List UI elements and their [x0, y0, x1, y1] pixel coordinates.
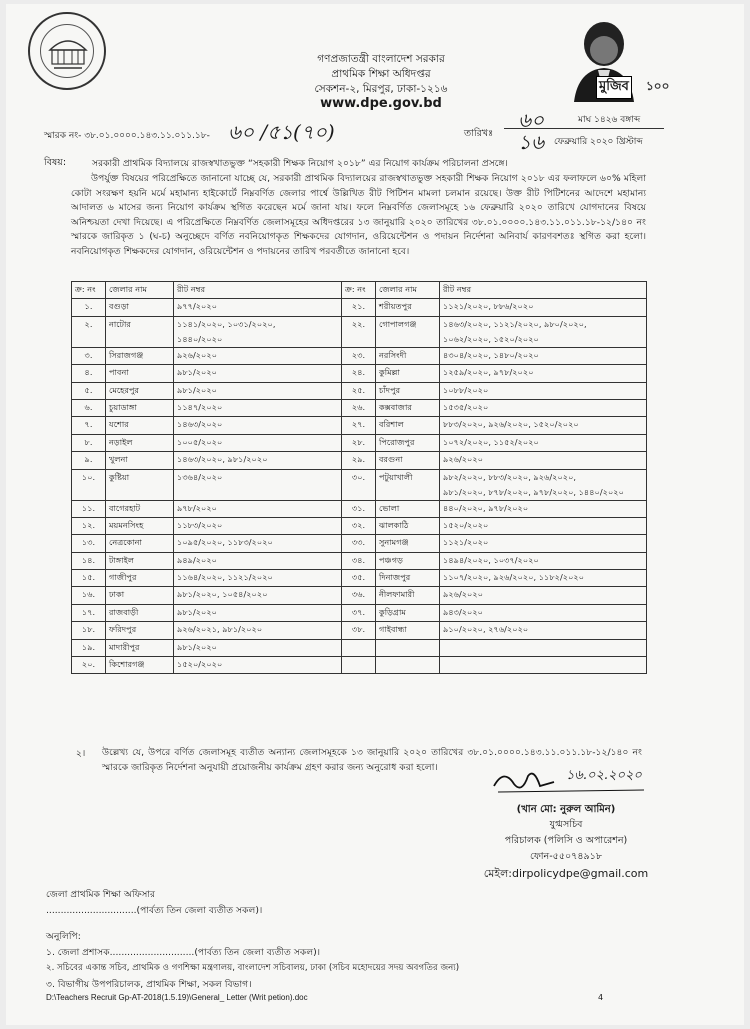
row-writ: [174, 399, 342, 416]
row-serial-text: ৩৮.: [351, 624, 366, 635]
header-office: প্রাথমিক শিক্ষা অধিদপ্তর: [331, 68, 431, 80]
row-serial-text: ১৮.: [81, 624, 96, 635]
row-serial-text: ২০.: [81, 659, 96, 670]
row-writ-text: ৯৮১/২০২০, ১০৫৪/২০২০: [177, 589, 268, 600]
row-serial-text: ৩৭.: [351, 606, 366, 617]
table-row: [72, 657, 647, 674]
row-writ-text: ৯৪৯/২০২০: [177, 554, 217, 565]
row-serial: [72, 434, 106, 451]
row-writ-text: ৯২৬/২০২১, ৯৮১/২০২০: [177, 624, 263, 635]
row-writ: [174, 517, 342, 534]
row-writ: [174, 657, 342, 674]
mujib-logo-text: মুজিব: [596, 76, 632, 99]
row-writ: [174, 587, 342, 604]
row-serial: [342, 622, 376, 639]
row-serial-text: ৯.: [84, 454, 93, 465]
row-district: [106, 622, 174, 639]
row-writ: [440, 535, 647, 552]
row-district-text: কুড়িগ্রাম: [379, 606, 406, 617]
row-district-text: ঝালকাঠি: [379, 519, 409, 530]
signature-date: ১৬.০২.২০২০: [566, 768, 642, 783]
row-district-text: সুনামগঞ্জ: [379, 537, 409, 548]
row-serial: [72, 299, 106, 316]
table-row: [72, 517, 647, 534]
row-serial: [72, 382, 106, 399]
row-writ-text: ৮৮৩/২০২০, ৯২৬/২০২০, ১৫২০/২০২০: [443, 419, 579, 430]
row-writ: [174, 639, 342, 656]
row-district-text: শরীয়তপুর: [379, 301, 412, 312]
row-writ-text: ১৪৬৩/২০২০, ৯৮১/২০২০: [177, 454, 268, 465]
row-district-text: পিরোজপুর: [379, 436, 415, 447]
row-writ: [440, 587, 647, 604]
table-row: [72, 500, 647, 517]
row-writ: [174, 469, 342, 500]
row-serial: [342, 469, 376, 500]
row-writ-text: ১০৯৫/২০২০, ১১৮৩/২০২০: [177, 537, 273, 548]
row-district-text: বগুড়া: [109, 301, 130, 312]
row-serial-text: ২২.: [351, 318, 366, 329]
row-district-text: যশোর: [109, 419, 129, 430]
memo-handwritten: ৬০ /৫১(৭০): [228, 120, 335, 144]
row-district-text: পটুয়াখালী: [379, 471, 413, 482]
row-district: [376, 639, 440, 656]
row-serial: [72, 604, 106, 621]
header-website[interactable]: www.dpe.gov.bd: [320, 96, 442, 111]
row-serial: [72, 657, 106, 674]
row-serial: [342, 657, 376, 674]
row-writ-text: ১৪৬৩/২০২০, ১১২১/২০২০, ৯৮০/২০২০,: [443, 318, 587, 329]
row-writ: [174, 604, 342, 621]
row-serial-text: ৩৬.: [351, 589, 366, 600]
row-serial: [342, 382, 376, 399]
row-serial: [72, 316, 106, 347]
row-serial-text: ৩০.: [351, 471, 366, 482]
row-district-text: গাজীপুর: [109, 572, 137, 583]
row-serial: [342, 604, 376, 621]
row-district-text: ফরিদপুর: [109, 624, 137, 635]
signer-role: পরিচালক (পলিসি ও অপারেশন): [504, 835, 628, 846]
row-serial-text: ২৭.: [351, 419, 366, 430]
row-district-text: কিশোরগঞ্জ: [109, 659, 145, 670]
row-writ: [440, 399, 647, 416]
row-writ-text: ১১০৭/২০২০, ৯২৬/২০২০, ১১৮২/২০২০: [443, 572, 585, 583]
table-row: [72, 365, 647, 382]
row-district-text: টাঙ্গাইল: [109, 554, 134, 565]
row-serial-text: ১৫.: [81, 572, 96, 583]
row-serial: [72, 347, 106, 364]
row-serial: [72, 452, 106, 469]
table-row: [72, 316, 647, 347]
row-writ-text: ৯৮১/২০২০: [177, 606, 217, 617]
row-serial: [342, 500, 376, 517]
header-govt: গণপ্রজাতন্ত্রী বাংলাদেশ সরকার: [317, 53, 445, 65]
row-district: [376, 535, 440, 552]
date-label: তারিখঃ: [464, 128, 494, 139]
row-district: [376, 316, 440, 347]
row-writ: [440, 570, 647, 587]
row-writ-text: ১৫২০/২০২০: [443, 519, 489, 530]
table-row: [72, 570, 647, 587]
government-seal-icon: [28, 12, 106, 90]
row-writ-text: ১১২১/২০২০: [443, 537, 489, 548]
row-writ: [440, 299, 647, 316]
row-writ-text: ১৫৩৫/২০২০: [443, 401, 489, 412]
row-district: [106, 382, 174, 399]
writ-table: [71, 281, 647, 674]
table-row: [72, 347, 647, 364]
row-serial: [72, 639, 106, 656]
row-writ: [174, 347, 342, 364]
row-writ: [174, 570, 342, 587]
row-serial-text: ২৪.: [351, 367, 366, 378]
footer-page-number: 4: [598, 993, 604, 1002]
row-serial-text: ৩১.: [351, 502, 366, 513]
row-district-text: নরসিংদী: [379, 349, 407, 360]
row-serial-text: ১৭.: [81, 606, 96, 617]
row-district: [376, 299, 440, 316]
row-district-text: পঞ্চগড়: [379, 554, 403, 565]
row-serial: [72, 622, 106, 639]
row-writ-text: ১৪৯৪/২০২০, ১০৩৭/২০২০: [443, 554, 539, 565]
row-district: [376, 399, 440, 416]
row-serial-text: ২.: [84, 318, 93, 329]
row-writ-text: ১০০৫/২০২০: [177, 436, 223, 447]
row-writ-text: ৯২৬/২০২০: [443, 589, 484, 600]
row-district-text: রাজবাড়ী: [109, 606, 139, 617]
table-row: [72, 299, 647, 316]
row-district: [106, 500, 174, 517]
date-bangla: মাঘ ১৪২৬ বঙ্গাব্দ: [578, 115, 641, 125]
memo-number: স্মারক নং- ৩৮.০১.০০০০.১৪৩.১১.০১১.১৮-: [44, 131, 210, 141]
row-writ: [440, 500, 647, 517]
row-serial-text: ৪.: [84, 367, 93, 378]
table-row: [72, 604, 647, 621]
row-writ: [174, 417, 342, 434]
col-serial-2: ক্র: নং: [342, 282, 376, 299]
row-district: [106, 365, 174, 382]
row-serial-text: ৩৩.: [351, 537, 366, 548]
col-district-2: জেলার নাম: [376, 282, 440, 299]
row-writ-text: ১৫২০/২০২০: [177, 659, 223, 670]
row-district-text: নীলফামারী: [379, 589, 415, 600]
signer-designation: যুগ্মসচিব: [549, 819, 583, 830]
table-row: [72, 434, 647, 451]
row-district: [106, 587, 174, 604]
row-writ-text-cont: ৯৮১/২০২০, ৮৭৮/২০২০, ৯৭৮/২০২০, ১৪৪০/২০২০: [443, 486, 624, 497]
row-writ-text-cont: ১৪৪০/২০২০: [177, 333, 223, 344]
table-header-row: [72, 282, 647, 299]
row-writ-text: ১১৪১/২০২০, ১০৩১/২০২০,: [177, 318, 276, 329]
row-serial: [72, 365, 106, 382]
row-writ-text: ৯৮১/২০২০: [177, 641, 217, 652]
signer-email[interactable]: মেইল:dirpolicydpe@gmail.com: [483, 867, 649, 880]
row-district: [106, 399, 174, 416]
row-district-text: চাঁদপুর: [379, 384, 401, 395]
col-serial: ক্র: নং: [72, 282, 106, 299]
row-writ: [174, 316, 342, 347]
row-serial: [342, 347, 376, 364]
row-serial-text: ৭.: [84, 419, 93, 430]
mujib-logo-number: ১০০: [646, 79, 670, 93]
row-serial-text: ৫.: [84, 384, 93, 395]
row-writ: [440, 316, 647, 347]
row-serial: [342, 552, 376, 569]
row-writ: [440, 469, 647, 500]
row-serial-text: ২৬.: [351, 401, 366, 412]
row-district-text: চুয়াডাঙ্গা: [109, 401, 137, 412]
row-writ-text: ৯৭৮/২০২০: [177, 502, 218, 513]
table-row: [72, 399, 647, 416]
row-serial-text: ৩৫.: [351, 572, 366, 583]
row-district-text: ভোলা: [379, 502, 400, 513]
row-writ: [174, 382, 342, 399]
row-district: [106, 535, 174, 552]
row-writ: [440, 365, 647, 382]
document-page: [6, 4, 744, 1025]
table-row: [72, 452, 647, 469]
row-district: [106, 316, 174, 347]
table-row: [72, 622, 647, 639]
row-writ: [440, 604, 647, 621]
row-district: [376, 347, 440, 364]
point2-text: উল্লেখ্য যে, উপরে বর্ণিত জেলাসমূহ ব্যতীত অন্যান্য জেলাসমূহকে ১৩ জানুয়ারি ২০২০ তারিখের ৩৮.০১.০০০০.১৪৩.১১.০১১.১৮-১২/১৪০ নং স্মারকে জারিকৃত নির্দেশনা অনুযায়ী প্রয়োজনীয় কার্যক্রম গ্রহণ করার জন্য অনুরোধ করা হলো।: [102, 747, 642, 773]
row-serial-text: ১৩.: [81, 537, 96, 548]
row-district-text: মাদারীপুর: [109, 641, 140, 652]
row-serial-text: ৩৪.: [351, 554, 366, 565]
row-writ-text: ৪৪০/২০২০, ৯৭৮/২০২০: [443, 502, 529, 513]
row-district-text: কুমিল্লা: [379, 367, 400, 378]
table-row: [72, 535, 647, 552]
row-district-text: সিরাজগঞ্জ: [109, 349, 144, 360]
row-district: [376, 417, 440, 434]
row-writ-text: ১০৭২/২০২০, ১১৫২/২০২০: [443, 436, 539, 447]
row-writ: [440, 517, 647, 534]
row-writ: [440, 622, 647, 639]
row-district: [106, 299, 174, 316]
row-writ: [440, 552, 647, 569]
copy-label: অনুলিপি:: [46, 931, 81, 942]
row-district: [376, 517, 440, 534]
copy-item-1: ১. জেলা প্রশাসক.............................(পার্বত্য তিন জেলা ব্যতীত সকল)।: [46, 947, 321, 958]
row-district: [376, 365, 440, 382]
table-row: [72, 382, 647, 399]
row-district: [106, 469, 174, 500]
row-serial: [342, 570, 376, 587]
row-serial: [342, 587, 376, 604]
row-district: [376, 434, 440, 451]
row-writ: [440, 657, 647, 674]
row-serial: [342, 417, 376, 434]
row-serial-text: ৩২.: [351, 519, 366, 530]
row-writ-text: ১১৬৪/২০২০, ১১২১/২০২০: [177, 572, 273, 583]
col-writ-2: রীট নম্বর: [440, 282, 647, 299]
row-writ-text: ৯৭৭/২০২০: [177, 301, 218, 312]
row-serial: [342, 299, 376, 316]
row-district: [376, 469, 440, 500]
row-serial-text: ১৬.: [81, 589, 96, 600]
row-writ: [174, 299, 342, 316]
row-writ: [174, 535, 342, 552]
row-serial: [72, 517, 106, 534]
row-serial-text: ২৩.: [351, 349, 366, 360]
row-serial: [342, 434, 376, 451]
row-district: [106, 552, 174, 569]
row-serial: [342, 365, 376, 382]
row-district-text: পাবনা: [109, 367, 129, 378]
table-row: [72, 552, 647, 569]
row-serial: [72, 570, 106, 587]
subject-text: সরকারী প্রাথমিক বিদ্যালয়ে রাজস্বখাতভুক্ত “সহকারী শিক্ষক নিয়োগ ২০১৮” এর নিয়োগ কার্যক্রম পরিচালনা প্রসঙ্গে।: [92, 158, 508, 169]
row-district-text: গাইবান্ধা: [379, 624, 407, 635]
row-writ-text: ১২৫৯/২০২০, ৯৭৮/২০২০: [443, 367, 534, 378]
row-serial-text: ৮.: [84, 436, 93, 447]
row-district-text: খুলনা: [109, 454, 128, 465]
footer-path: D:\Teachers Recruit Gp-AT-2018(1.5.19)\General_ Letter (Writ petion).doc: [46, 993, 308, 1002]
row-writ-text: ১১২১/২০২০, ৮৮৬/২০২০: [443, 301, 534, 312]
row-district: [376, 552, 440, 569]
row-district: [106, 517, 174, 534]
row-serial-text: ২৯.: [351, 454, 366, 465]
row-writ-text: ৯২৬/২০২০: [177, 349, 218, 360]
row-serial: [72, 417, 106, 434]
row-writ: [440, 452, 647, 469]
row-district: [376, 500, 440, 517]
row-district: [376, 657, 440, 674]
row-writ: [440, 347, 647, 364]
row-district-text: বাগেরহাট: [109, 502, 141, 513]
row-district-text: দিনাজপুর: [379, 572, 411, 583]
row-district: [106, 452, 174, 469]
recipient-line2: ...............................(পার্বত্য তিন জেলা ব্যতীত সকল)।: [46, 905, 263, 916]
row-writ: [174, 552, 342, 569]
row-serial-text: ২৫.: [351, 384, 366, 395]
row-district: [106, 417, 174, 434]
row-serial: [72, 500, 106, 517]
row-district: [106, 570, 174, 587]
row-serial-text: ১৯.: [81, 641, 96, 652]
row-serial: [342, 452, 376, 469]
row-district: [376, 570, 440, 587]
row-writ-text: ৯৮১/২০২০: [177, 384, 217, 395]
row-serial: [72, 552, 106, 569]
row-district-text: ঢাকা: [109, 589, 125, 600]
row-district-text: কক্সবাজার: [379, 401, 412, 412]
row-serial: [72, 399, 106, 416]
row-writ: [440, 639, 647, 656]
signer-phone: ফোন-৫৫০৭৪৯১৮: [530, 851, 602, 862]
table-row: [72, 417, 647, 434]
row-writ: [174, 500, 342, 517]
row-district-text: বরগুনা: [379, 454, 403, 465]
point2-number: ২।: [76, 748, 86, 759]
col-district: জেলার নাম: [106, 282, 174, 299]
row-writ-text: ৯৮১/২০২০: [177, 367, 217, 378]
row-writ: [174, 452, 342, 469]
signer-name: (খান মো: নুরুল আমিন): [516, 804, 616, 815]
row-district: [106, 347, 174, 364]
row-serial: [342, 535, 376, 552]
row-serial: [72, 587, 106, 604]
row-district-text: নড়াইল: [109, 436, 133, 447]
row-serial-text: ২৮.: [351, 436, 366, 447]
row-writ: [440, 434, 647, 451]
row-serial-text: ২১.: [351, 301, 366, 312]
table-row: [72, 639, 647, 656]
row-serial-text: ১১.: [81, 502, 96, 513]
row-writ-text: ১০৮৮/২০২০: [443, 384, 489, 395]
table-row: [72, 587, 647, 604]
subject-label: বিষয়:: [44, 157, 67, 168]
row-writ: [174, 622, 342, 639]
row-writ-text: ৪৩০৪/২০২০, ১৪৮০/২০২০: [443, 349, 539, 360]
row-district: [376, 622, 440, 639]
row-district: [106, 604, 174, 621]
row-writ: [440, 417, 647, 434]
body-paragraph: উপর্যুক্ত বিষয়ের পরিপ্রেক্ষিতে জানানো যাচ্ছে যে, সরকারী প্রাথমিক বিদ্যালয়ের রাজস্বখাতভুক্ত সহকারী শিক্ষক নিয়োগ ২০১৮ এর ফলাফলে ৬০% মহিলা কোটা সংরক্ষণ হয়নি মর্মে মহামান্য হাইকোর্টে নিম্নবর্ণিত জেলার পার্শ্বে উল্লিখিত রীট পিটিশন মামলা চলমান রয়েছে। উক্ত রীট পিটিশনের আদেশে মহামান্য আদালত ৬ মাসের জন্য নিয়োগ কার্যক্রম স্থগিত করেছেন মর্মে জানা যায়। ফলে নিম্নবর্ণিত জেলাসমূহে ১৬ ফেব্রুয়ারি ২০২০ তারিখে যোগদানের বিষয়ে অনিশ্চয়তা দেখা দিয়েছে। এ পরিপ্রেক্ষিতে নিম্নবর্ণিত জেলাসমূহের অধিদপ্তরের ১৩ জানুয়ারি ২০২০ তারিখের ৩৮.০১.০০০০.১৪৩.১১.০১১.১৮-১২/১৪০ নং স্মারকে জারিকৃত ১ (ঘ-চ) অনুচ্ছেদে বর্ণিত নবনিয়োগকৃত শিক্ষকদের যোগদান, ওরিয়েন্টেশন ও পদায়ন নির্দেশনা অনিবার্য কারণবশতঃ স্থগিত করা হলো। নবনিয়োগকৃত শিক্ষকদের যোগদান, ওরিয়েন্টেশন ও পদায়নের তারিখ পরবর্তীতে জানানো হবে।: [71, 173, 646, 257]
row-district: [106, 434, 174, 451]
row-district: [376, 587, 440, 604]
row-serial: [342, 399, 376, 416]
row-writ-text: ১৩৬৪/২০২০: [177, 471, 223, 482]
recipient-line1: জেলা প্রাথমিক শিক্ষা অফিসার: [46, 889, 156, 900]
row-writ-text: ৯১০/২০২০, ২৭৬/২০২০: [443, 624, 529, 635]
row-district-text: নাটোর: [109, 318, 131, 329]
row-district-text: মেহেরপুর: [109, 384, 140, 395]
table-row: [72, 469, 647, 500]
row-writ-text: ১১৮৩/২০২০: [177, 519, 223, 530]
row-serial-text: ১০.: [81, 471, 96, 482]
row-serial: [72, 535, 106, 552]
row-writ-text-cont: ১০৬২/২০২০, ১৫২০/২০২০: [443, 333, 539, 344]
row-district-text: বরিশাল: [379, 419, 404, 430]
date-hand-top: ৬০: [518, 108, 545, 132]
row-district-text: নেত্রকোনা: [109, 537, 142, 548]
date-english: ফেব্রুয়ারি ২০২০ খ্রিস্টাব্দ: [554, 137, 643, 147]
row-serial: [342, 316, 376, 347]
row-writ: [174, 434, 342, 451]
row-serial: [342, 517, 376, 534]
row-writ-text: ৯২৬/২০২০: [443, 454, 484, 465]
row-writ-text: ৯৮২/২০২০, ৮৮৩/২০২০, ৯২৬/২০২০,: [443, 471, 577, 482]
header-address: সেকশন-২, মিরপুর, ঢাকা-১২১৬: [314, 83, 448, 95]
date-hand-bottom: ১৬: [518, 130, 544, 154]
row-serial-text: ১.: [84, 301, 93, 312]
row-serial: [342, 639, 376, 656]
row-district: [376, 452, 440, 469]
row-writ-text: ১১৪৭/২০২০: [177, 401, 223, 412]
row-district: [106, 657, 174, 674]
row-district-text: কুষ্টিয়া: [109, 471, 130, 482]
row-writ-text: ৯৪৩/২০২০: [443, 606, 484, 617]
row-writ: [174, 365, 342, 382]
row-serial: [72, 469, 106, 500]
row-serial-text: ৬.: [84, 401, 93, 412]
row-district: [376, 604, 440, 621]
row-district: [376, 382, 440, 399]
col-writ: রীট নম্বর: [174, 282, 342, 299]
row-district-text: ময়মনসিংহ: [109, 519, 144, 530]
row-district-text: গোপালগঞ্জ: [379, 318, 417, 329]
row-serial-text: ৩.: [84, 349, 93, 360]
row-writ: [440, 382, 647, 399]
copy-item-2: ২. সচিবের একান্ত সচিব, প্রাথমিক ও গণশিক্ষা মন্ত্রণালয়, বাংলাদেশ সচিবালয়, ঢাকা (সচিব মহোদয়ের সদয় অবগতির জন্য): [46, 963, 460, 973]
row-district: [106, 639, 174, 656]
row-serial-text: ১২.: [81, 519, 96, 530]
copy-item-3: ৩. বিভাগীয় উপপরিচালক, প্রাথমিক শিক্ষা, সকল বিভাগ।: [46, 979, 252, 990]
row-serial-text: ১৪.: [81, 554, 96, 565]
row-writ-text: ১৪৬৩/২০২০: [177, 419, 223, 430]
